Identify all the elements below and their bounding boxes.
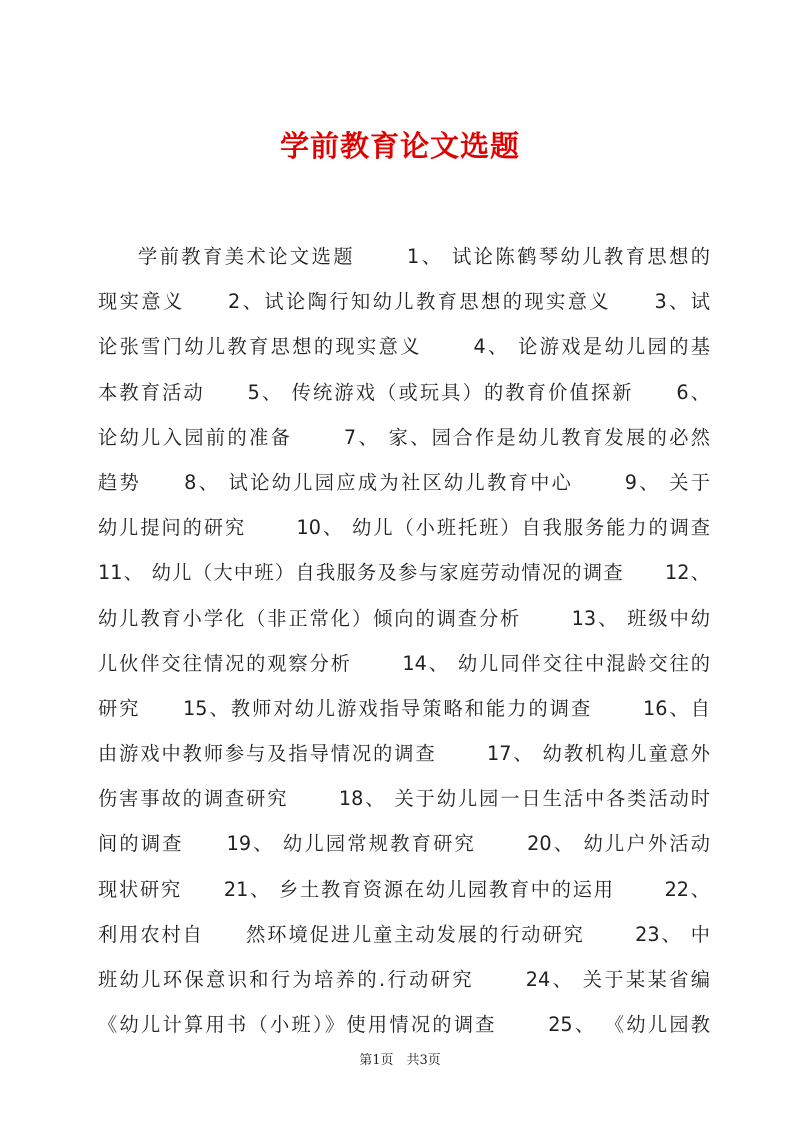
body-line: 研究 15、教师对幼儿游戏指导策略和能力的调查 16、自 <box>98 696 710 720</box>
body-line: 学前教育美术论文选题 1、 试论陈鹤琴幼儿教育思想的 <box>138 245 710 268</box>
body-line: 论幼儿入园前的准备 7、 家、园合作是幼儿教育发展的必然 <box>98 425 710 449</box>
body-line: 现实意义 2、试论陶行知幼儿教育思想的现实意义 3、试 <box>98 290 710 314</box>
document-body <box>98 238 710 1051</box>
body-line: 间的调查 19、 幼儿园常规教育研究 20、 幼儿户外活动 <box>98 832 710 856</box>
body-line: 幼儿提问的研究 10、 幼儿（小班托班）自我服务能力的调查 <box>98 516 710 540</box>
body-line: 伤害事故的调查研究 18、 关于幼儿园一日生活中各类活动时 <box>98 787 710 811</box>
body-line: 《幼儿计算用书（小班）》使用情况的调查 25、 《幼儿园教 <box>98 1013 710 1037</box>
body-line: 班幼儿环保意识和行为培养的.行动研究 24、 关于某某省编 <box>98 968 710 991</box>
body-line: 利用农村自 然环境促进儿童主动发展的行动研究 23、 中 <box>98 922 710 946</box>
body-line: 11、 幼儿（大中班）自我服务及参与家庭劳动情况的调查 12、 <box>98 561 710 585</box>
body-line: 幼儿教育小学化（非正常化）倾向的调查分析 13、 班级中幼 <box>98 606 710 630</box>
body-line: 论张雪门幼儿教育思想的现实意义 4、 论游戏是幼儿园的基 <box>98 335 710 359</box>
body-line: 由游戏中教师参与及指导情况的调查 17、 幼教机构儿童意外 <box>98 742 710 766</box>
body-line: 趋势 8、 试论幼儿园应成为社区幼儿教育中心 9、 关于 <box>98 470 710 494</box>
body-line: 现状研究 21、 乡土教育资源在幼儿园教育中的运用 22、 <box>98 877 710 901</box>
page-number: 第1页 共3页 <box>359 1053 441 1068</box>
document-title: 学前教育论文选题 <box>279 129 520 163</box>
body-line: 本教育活动 5、 传统游戏（或玩具）的教育价值探新 6、 <box>98 380 710 404</box>
body-line: 儿伙伴交往情况的观察分析 14、 幼儿同伴交往中混龄交往的 <box>98 651 710 675</box>
